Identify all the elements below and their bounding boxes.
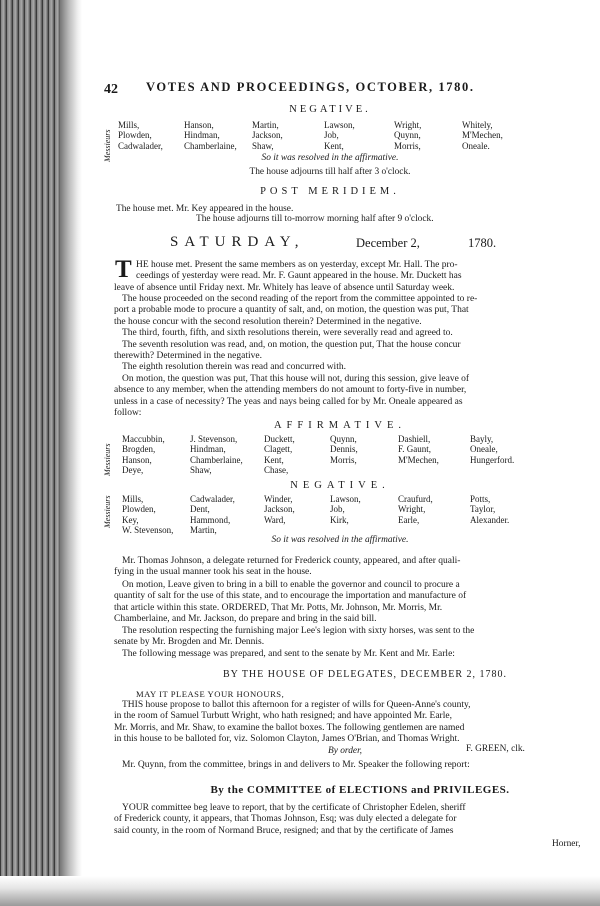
messieurs-label-2: Messieurs [103,443,112,476]
name-column [264,434,295,476]
member-name: Morris, [394,140,421,151]
member-name: Wright, [398,504,426,515]
name-column [398,494,433,525]
second-vote-result: So it was resolved in the affirmative. [271,535,409,545]
member-name: Martin, [190,525,217,536]
member-name: Clagett, [264,444,293,455]
post-meridiem-line2: The house adjourns till to-morrow morning half after 9 o'clock. [196,214,434,224]
member-name: Shaw, [190,465,212,476]
by-order: By order, [328,746,363,756]
affirmative-heading: AFFIRMATIVE. [273,420,407,431]
message-salutation: MAY IT PLEASE YOUR HONOURS, [136,689,285,699]
paragraph-line: in the room of Samuel Turbutt Wright, who hath resigned; and have appointed Mr. Earle, [114,711,452,722]
name-column [190,434,243,476]
paragraph-5 [114,362,600,373]
member-name: W. Stevenson, [122,525,174,536]
page-bottom-shadow [0,876,600,906]
day-year: 1780. [468,236,497,250]
member-name: Craufurd, [398,494,433,504]
paragraph-line: absence to any member, when the attending members do not amount to forty-five in number, [114,385,467,396]
member-name: Dent, [190,504,210,515]
paragraph-line: that article within this state. ORDERED, That Mr. Potts, Mr. Johnson, Mr. Morris, Mr. [114,602,443,613]
name-column [470,434,514,465]
paragraph-line: On motion, Leave given to bring in a bill to enable the governor and council to procure a [122,580,460,590]
paragraph-line: The seventh resolution was read, and, on motion, the question put, That the house concur [122,340,461,350]
member-name: M'Mechen, [462,130,503,141]
member-name: Cadwalader, [118,140,163,151]
member-name: Mills, [118,120,140,130]
paragraph-line: THIS house propose to ballot this afternoon for a register of wills for Queen-Anne's county, [122,700,471,710]
member-name: Mills, [122,494,144,504]
name-column [184,120,237,151]
member-name: F. Gaunt, [398,444,432,455]
name-column [394,120,421,151]
member-name: Jackson, [252,130,283,141]
paragraph-line: The house proceeded on the second reading of the report from the committee appointed to re- [122,294,478,304]
committee-body [114,803,600,837]
member-name: Job, [324,130,339,141]
paragraph-line: Chamberlaine, and Mr. Jackson, do prepare and bring in the said bill. [114,614,377,625]
member-name: Oneale, [470,444,498,455]
paragraph-8 [114,580,600,626]
negative-heading-2: NEGATIVE. [290,480,390,491]
member-name: Hanson, [122,454,152,465]
binding-shadow [60,0,82,906]
name-column [122,494,173,536]
member-name: M'Mechen, [398,454,439,465]
member-name: Quynn, [394,130,421,141]
committee-heading: By the COMMITTEE of ELECTIONS and PRIVILEGES. [210,784,510,796]
member-name: Lawson, [324,120,355,130]
signature: F. GREEN, clk. [466,744,525,754]
paragraph-line: The eighth resolution therein was read and concurred with. [122,362,346,372]
name-column [122,434,165,476]
message-body [114,700,600,746]
messieurs-label-1: Messieurs [103,129,112,162]
paragraph-1 [114,256,600,294]
page-number: 42 [104,82,118,97]
paragraph-line: in this house to be balloted for, viz. Solomon Clayton, James O'Brian, and Thomas Wright. [114,734,460,745]
name-column [252,120,283,151]
paragraph-line: Mr. Morris, and Mr. Shaw, to examine the ballot boxes. The following gentlemen are named [114,722,465,733]
drop-cap: T [115,256,132,283]
member-name: Jackson, [264,504,295,515]
member-name: Key, [122,514,139,525]
member-name: Chamberlaine, [184,140,237,151]
paragraph-line: Mr. Quynn, from the committee, brings in and delivers to Mr. Speaker the following report: [122,760,470,770]
message-after [114,760,600,771]
paragraph-line: The following message was prepared, and sent to the senate by Mr. Kent and Mr. Earle: [122,649,455,659]
post-meridiem-line1: The house met. Mr. Key appeared in the house. [116,204,294,214]
paragraph-line: leave of absence until Friday next. Mr. Whitely has leave of absence until Saturday week. [114,282,455,293]
name-column [398,434,439,465]
paragraph-line: of Frederick county, it appears, that Thomas Johnson, Esq; was duly elected a delegate for [114,814,457,825]
running-title: VOTES AND PROCEEDINGS, OCTOBER, 1780. [146,80,475,94]
first-adjourn: The house adjourns till half after 3 o'clock. [249,167,411,177]
member-name: Maccubbin, [122,434,165,444]
member-name: Quynn, [330,434,357,444]
messieurs-label-3: Messieurs [103,495,112,528]
member-name: Winder, [264,494,293,504]
paragraph-line: follow: [114,408,142,419]
member-name: Brogden, [122,444,156,455]
first-vote-result: So it was resolved in the affirmative. [261,153,399,163]
paragraph-2 [114,294,600,328]
member-name: Oneale. [462,140,490,151]
member-name: Alexander. [470,514,510,525]
member-name: Hindman, [184,130,220,141]
paragraph-line: HE house met. Present the same members as on yesterday, except Mr. Hall. The pro- [136,260,458,270]
member-name: Hanson, [184,120,214,130]
day-name: SATURDAY, [170,234,305,250]
post-meridiem-heading: POST MERIDIEM. [260,186,400,197]
paragraph-line: said county, in the room of Normand Bruce, resigned; and that by the certificate of James [114,825,454,836]
paragraph-line: unless in a case of necessity? The yeas and nays being called for by Mr. Oneale appeared as [114,396,463,407]
member-name: Morris, [330,454,357,465]
paragraph-10 [114,649,600,660]
paragraph-line: The resolution respecting the furnishing major Lee's legion with sixty horses, was sent to the [122,626,475,636]
paragraph-line: quantity of salt for the use of this state, and to encourage the importation and manufacture of [114,591,467,602]
member-name: Cadwalader, [190,494,235,504]
paragraph-line: port a probable mode to procure a quantity of salt, and, on motion, the question was put, That [114,305,469,316]
paragraph-line: fying in the usual manner took his seat in the house. [114,567,312,578]
paragraph-line: senate by Mr. Brogden and Mr. Dennis. [114,637,265,648]
member-name: Deye, [122,465,144,476]
member-name: Hindman, [190,444,226,455]
member-name: Taylor, [470,504,496,515]
name-column [462,120,503,151]
member-name: Bayly, [470,434,494,444]
member-name: Kent, [264,454,284,465]
name-column [324,120,355,151]
name-column [264,494,295,525]
name-column [330,434,358,465]
paragraph-3 [114,328,600,339]
member-name: Lawson, [330,494,361,504]
paragraph-line: ceedings of yesterday were read. Mr. F. Gaunt appeared in the house. Mr. Duckett has [136,271,462,282]
day-date: December 2, [356,236,420,250]
paragraph-line: YOUR committee beg leave to report, that by the certificate of Christopher Edelen, sheriff [122,803,466,813]
paragraph-line: On motion, the question was put, That this house will not, during this session, give leave of [122,374,470,384]
member-name: Chase, [264,465,289,476]
member-name: Duckett, [264,434,295,444]
paragraph-line: The third, fourth, fifth, and sixth resolutions therein, were severally read and agreed to. [122,328,453,338]
name-column [330,494,361,525]
member-name: Hammond, [190,514,231,525]
member-name: Kirk, [330,514,349,525]
paragraph-4 [114,340,600,363]
member-name: Potts, [470,494,491,504]
member-name: Hungerford. [470,454,515,465]
member-name: Whitely, [462,120,493,130]
name-column [118,120,163,151]
name-column [190,494,235,536]
name-column [470,494,509,525]
member-name: Job, [330,504,345,515]
book-binding-edge [0,0,66,906]
member-name: Dashiell, [398,434,431,444]
member-name: Shaw, [252,140,274,151]
member-name: Chamberlaine, [190,454,243,465]
member-name: Dennis, [330,444,358,455]
member-name: Kent, [324,140,344,151]
member-name: Plowden, [118,130,152,141]
member-name: Wright, [394,120,422,130]
member-name: Plowden, [122,504,156,515]
member-name: J. Stevenson, [190,434,238,444]
negative-heading-1: NEGATIVE. [289,104,371,115]
paragraph-line: Mr. Thomas Johnson, a delegate returned for Frederick county, appeared, and after quali- [122,556,461,566]
message-heading: BY THE HOUSE OF DELEGATES, DECEMBER 2, 1780. [222,669,507,680]
paragraph-7 [114,556,600,579]
member-name: Martin, [252,120,279,130]
paragraph-9 [114,626,600,649]
paragraph-line: therewith? Determined in the negative. [114,351,262,362]
member-name: Earle, [398,514,420,525]
paragraph-6 [114,374,600,420]
member-name: Ward, [264,514,286,525]
paragraph-line: the house concur with the second resolution therein? Determined in the negative. [114,316,422,327]
catchword: Horner, [552,839,581,849]
